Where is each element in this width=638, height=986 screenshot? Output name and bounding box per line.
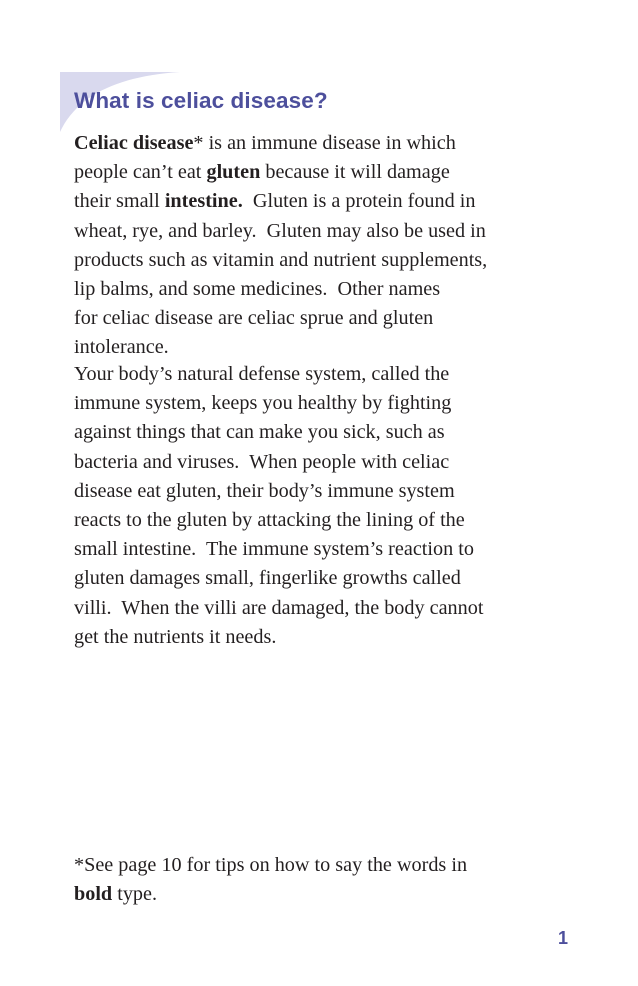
text-run: * is an immune disease in which	[193, 132, 456, 154]
text-line: for celiac disease are celiac sprue and gluten	[74, 307, 434, 330]
text-line: Your body’s natural defense system, called the	[74, 363, 450, 385]
bold-term: intestine.	[164, 190, 243, 213]
paragraph-immune-system	[74, 360, 574, 652]
bold-term: gluten	[206, 161, 261, 184]
text-line	[74, 158, 574, 187]
text-line: immune system, keeps you healthy by fighting	[74, 392, 452, 415]
text-line: villi. When the villi are damaged, the body cannot	[74, 596, 484, 619]
text-line: disease eat gluten, their body’s immune system	[74, 479, 455, 502]
footnote	[74, 851, 574, 909]
text-line: get the nutrients it needs.	[74, 625, 277, 648]
text-line	[74, 880, 574, 909]
text-line: *See page 10 for tips on how to say the words in	[74, 854, 468, 876]
text-line: intolerance.	[74, 336, 169, 359]
text-line: wheat, rye, and barley. Gluten may also be used in	[74, 219, 486, 242]
bold-term: bold	[74, 883, 113, 906]
text-line: lip balms, and some medicines. Other names	[74, 278, 441, 301]
text-run: Gluten is a protein found in	[242, 190, 476, 213]
text-line: small intestine. The immune system’s reaction to	[74, 538, 474, 561]
page-number: 1	[557, 928, 568, 948]
text-line	[74, 187, 574, 216]
text-line: against things that can make you sick, such as	[74, 421, 445, 444]
paragraph-definition	[74, 129, 574, 363]
text-line: bacteria and viruses. When people with celiac	[74, 450, 450, 473]
text-run: type.	[112, 883, 158, 906]
text-run: people can’t eat	[74, 161, 207, 184]
text-line: gluten damages small, fingerlike growths called	[74, 567, 461, 590]
text-run: their small	[74, 190, 165, 213]
page-title: What is celiac disease?	[74, 88, 328, 113]
text-line: reacts to the gluten by attacking the lining of the	[74, 509, 465, 532]
text-line	[74, 129, 574, 158]
text-line: products such as vitamin and nutrient supplements,	[74, 248, 488, 271]
bold-term: Celiac disease	[74, 132, 194, 154]
text-run: because it will damage	[260, 161, 450, 184]
